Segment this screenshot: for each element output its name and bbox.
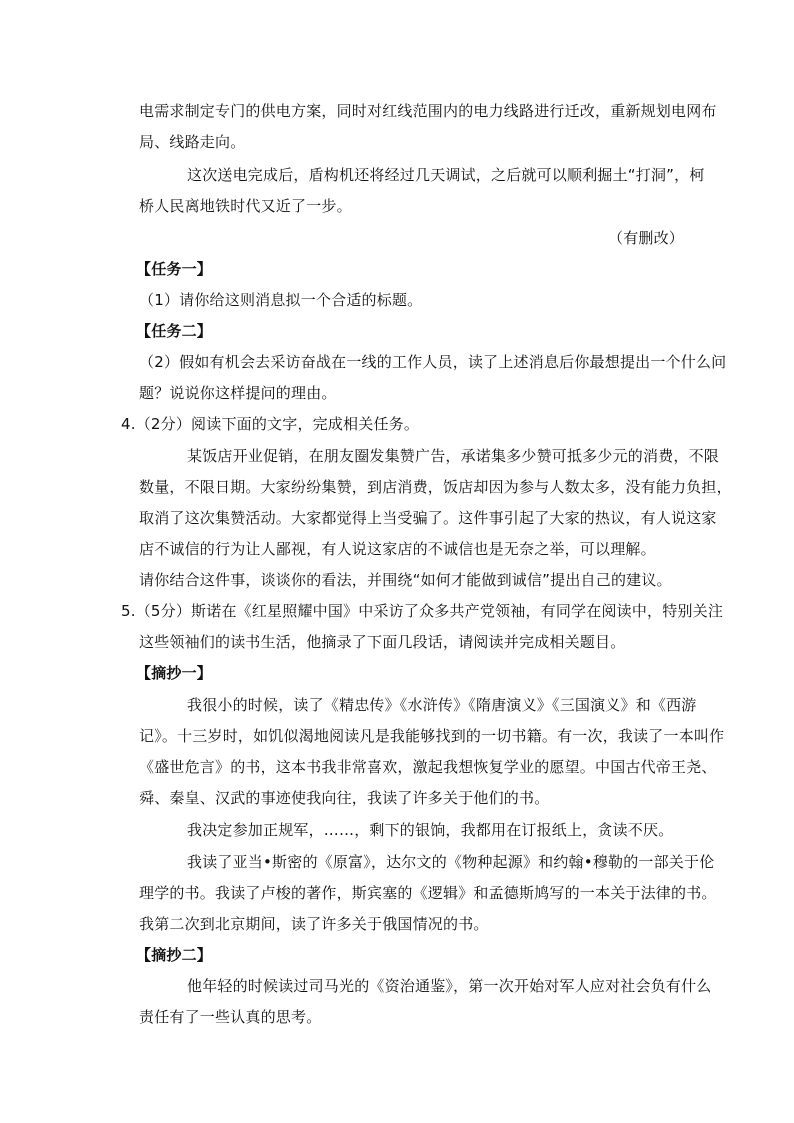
- paragraph-line: 我很小的时候，读了《精忠传》《水浒传》《隋唐演义》《三国演义》和《西游: [187, 696, 697, 714]
- excerpt-heading-1: 【摘抄一】: [136, 664, 213, 682]
- paragraph-line: 舜、秦皇、汉武的事迹使我向往，我读了许多关于他们的书。: [139, 789, 550, 807]
- task-heading-1: 【任务一】: [136, 260, 213, 278]
- excerpt-heading-2: 【摘抄二】: [136, 946, 213, 964]
- paragraph-line: 记》。十三岁时，如饥似渴地阅读凡是我能够找到的一切书籍。有一次，我读了一本叫作: [139, 727, 725, 745]
- question-5-title: 5.（5分）斯诺在《红星照耀中国》中采访了众多共产党领袖，有同学在阅读中，特别关注: [121, 602, 724, 620]
- question-5-title-cont: 这些领袖们的读书生活，他摘录了下面几段话，请阅读并完成相关题目。: [139, 633, 626, 651]
- paragraph-line: 桥人民离地铁时代又近了一步。: [139, 197, 352, 215]
- paragraph-line: 这次送电完成后，盾构机还将经过几天调试，之后就可以顺利掘土“打洞”，柯: [187, 166, 705, 184]
- paragraph-line: 电需求制定专门的供电方案，同时对红线范围内的电力线路进行迁改，重新规划电网布: [139, 102, 717, 120]
- task-heading-2: 【任务二】: [136, 322, 213, 340]
- task-question-1: （1）请你给这则消息拟一个合适的标题。: [139, 291, 423, 309]
- paragraph-line: 《盛世危言》的书，这本书我非常喜欢，激起我想恢复学业的愿望。中国古代帝王尧、: [139, 758, 717, 776]
- paragraph-line: 我决定参加正规军，……，剩下的银饷，我都用在订报纸上，贪读不厌。: [187, 821, 674, 839]
- question-4-title: 4.（2分）阅读下面的文字，完成相关任务。: [121, 415, 420, 433]
- paragraph-line: 理学的书。我读了卢梭的著作，斯宾塞的《逻辑》和孟德斯鸠写的一本关于法律的书。: [139, 884, 717, 902]
- paragraph-line: 局、线路走向。: [139, 133, 246, 151]
- task-question-2-cont: 题？说说你这样提问的理由。: [139, 384, 337, 402]
- paragraph-line: 某饭店开业促销，在朋友圈发集赞广告，承诺集多少赞可抵多少元的消费，不限: [187, 447, 720, 465]
- paragraph-line: 我第二次到北京期间，读了许多关于俄国情况的书。: [139, 915, 489, 933]
- paragraph-line: 取消了这次集赞活动。大家都觉得上当受骗了。这件事引起了大家的热议，有人说这家: [139, 509, 717, 527]
- paragraph-line: 责任有了一些认真的思考。: [139, 1008, 322, 1026]
- paragraph-line: 他年轻的时候读过司马光的《资治通鉴》，第一次开始对军人应对社会负有什么: [187, 977, 712, 995]
- question-4-prompt: 请你结合这件事，谈谈你的看法，并围绕“如何才能做到诚信”提出自己的建议。: [139, 571, 672, 589]
- paragraph-line: 数量，不限日期。大家纷纷集赞，到店消费，饭店却因为参与人数太多，没有能力负担，: [139, 478, 732, 496]
- source-note: （有删改）: [608, 229, 685, 247]
- paragraph-line: 我读了亚当•斯密的《原富》，达尔文的《物种起源》和约翰•穆勒的一部关于伦: [187, 853, 715, 871]
- paragraph-line: 店不诚信的行为让人鄙视，有人说这家店的不诚信也是无奈之举，可以理解。: [139, 540, 656, 558]
- task-question-2: （2）假如有机会去采访奋战在一线的工作人员，读了上述消息后你最想提出一个什么问: [139, 353, 727, 371]
